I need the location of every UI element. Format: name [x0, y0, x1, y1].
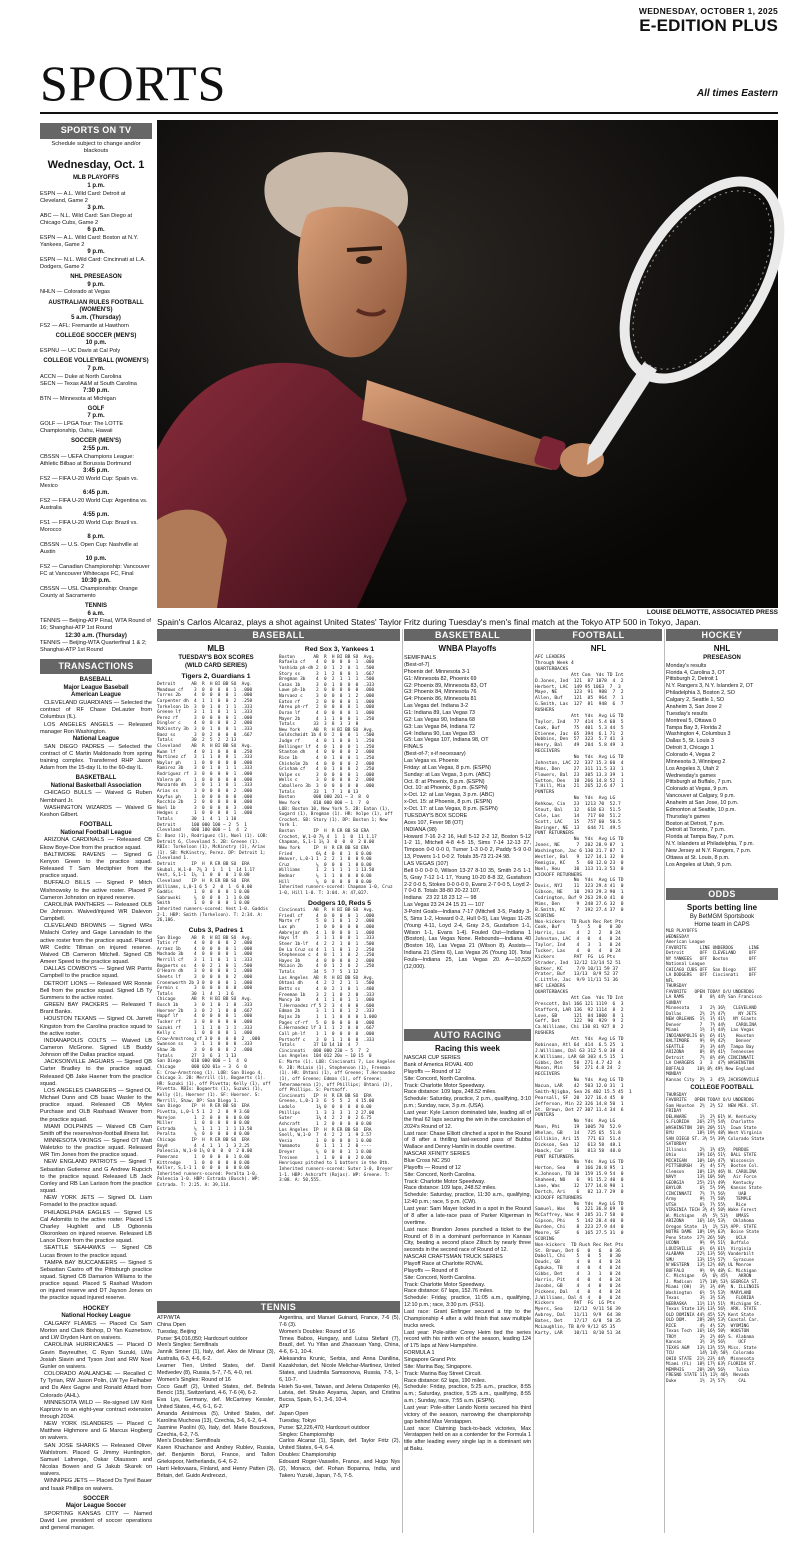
racing-heading: Racing this week	[435, 1044, 500, 1053]
sports-on-tv-header: SPORTS ON TV	[40, 123, 152, 139]
auto-racing-section-header: AUTO RACING	[404, 1029, 531, 1041]
wnba-content: SEMIFINALS (Best-of-7) Phoenix def. Minnesota 3-1 G1: Minnesota 82, Phoenix 69 G2: Phoenix 89, Minnesota 83, OT G3: Phoenix 84, Minnesota 76 G4: Phoenix 86, Minnesota 81 Las Vegas def. Indiana 3-2 G1: Indiana 89, Las Vegas 73 G2: Las Vegas 90, Indiana 68 G3: Las Vegas 84, Indiana 72 G4: Indiana 90, Las Vegas 83 G5: Las Vegas 107, Indiana 98, OT FINALS (Best-of-7; x-if necessary) Las Vegas vs. Phoenix Friday: at Las Vegas, 8 p.m. (ESPN) Sunday: at Las Vegas, 3 p.m. (ABC) Oct. 8: at Phoenix, 8 p.m. (ESPN) Oct. 10: at Phoenix, 8 p.m. (ESPN) x-Oct. 12: at Las Vegas, 3 p.m. (ABC) x-Oct. 15: at Phoenix, 8 p.m. (ESPN) x-Oct. 17: at Las Vegas, 8 p.m. (ESPN) TUESDAY'S BOX SCORE Aces 107, Fever 98 (OT) INDIANA (98) Howard 7-16 2-2 16, Hull 5-12 2-2 12, Boston 5-12 1-2 11, Mitchell 4-8 4-5 15, Sims 7-14 12-13 27, Timpson 0-0 0-0 0, Turner 1-3 0-0 2, Paddy 5-9 0-0 13, Powers 1-1 0-0 2. Totals 35-73 21-24 98. LAS VEGAS (107) Bell 0-0 0-0 0, Wilson 13-27 8-10 35, Smith 2-5 1-1 5, Gray 7-12 1-1 17, Young 10-20 8-8 32, Gustafson 2-2 0-0 5, Stokes 0-0 0-0 0, Evans 2-7 0-0 5, Loyd 2-7 0-0 8. Totals 38-80 20-22 107. Indiana 23 22 18 23 12 — 98 Las Vegas 23 24 24 15 21 — 107 3-Point Goals—Indiana 7-17 (Mitchell 3-5, Paddy 3-5, Sims 1-2, Howard 0-2, Hull 0-5), Las Vegas 11-26 (Young 4-11, Loyd 2-4, Gray 2-5, Gustafson 1-1, Wilson 1-1, Evans 1-4). Fouled Out—Indiana 1 (Boston), Las Vegas None. Rebounds—Indiana 40 (Boston 16), Las Vegas 21 (Wilson 8). Assists—Indiana 21 (Sims 6), Las Vegas 26 (Young 10). Total Fouls—Indiana 25, Las Vegas 20. A—10,529 (12,000).	[404, 655, 531, 970]
listing-entry: TENNIS — Beijing-WTA Quarterfinal 1 & 2; Shanghai-ATP 1st Round	[40, 640, 147, 654]
listing-time: 8 p.m.	[87, 533, 105, 540]
game-redsox-yankees: Red Sox 3, Yankees 1	[304, 646, 375, 653]
listing-entry: JACKSONVILLE JAGUARS — Signed QB Carter Bradley to the practice squad. Released QB Jake Haener from the practice squad.	[40, 1059, 152, 1087]
college-football-heading: COLLEGE FOOTBALL	[690, 1085, 754, 1092]
listing-heading: NHL PRESEASON	[70, 274, 122, 281]
masthead-rule	[40, 112, 778, 114]
listing-time: 10:30 p.m.	[81, 577, 111, 584]
listing-time: 9 p.m.	[87, 281, 105, 288]
listing-heading: BASEBALL	[79, 677, 113, 684]
section-masthead: SPORTS	[40, 55, 227, 111]
listing-entry: LOS ANGELES CHARGERS — Signed OL Michael Dunn and CB Isaac Wasler to the practice squad. Released CB Myles Purchase and OLB Rashaad Weaver from the practice squad.	[40, 1087, 152, 1123]
listing-time: 6 a.m.	[87, 610, 105, 617]
tennis-photo	[157, 120, 778, 608]
listing-entry: CLEVELAND GUARDIANS — Selected the contract of RF Chase DeLauter from Columbus (IL).	[40, 700, 152, 721]
listing-entry: NEW YORK ISLANDERS — Placed C Matthew Highmore and G Marcus Hogberg on waivers.	[40, 1421, 152, 1442]
listing-time: 10 p.m.	[85, 555, 107, 562]
listing-entry: NHLN — Colorado at Vegas	[40, 289, 110, 296]
listing-entry: BALTIMORE RAVENS — Signed G Kenyon Green to the practice squad. Released T Sam Mectiphier from the practice squad.	[40, 851, 152, 880]
transactions-list	[40, 677, 152, 1532]
dateline-block	[639, 6, 778, 36]
game-dodgers-reds: Dodgers 10, Reds 5	[307, 899, 372, 907]
listing-entry: ARIZONA CARDINALS — Released CB Ekow Boye-Doe from the practice squad.	[40, 837, 152, 851]
listing-entry: SAN DIEGO PADRES — Selected the contract of C Martin Maldonado from spring training complex. Transferred RHP Jason Adam from the 15-day IL to the 60-day IL.	[40, 743, 152, 771]
left-column	[40, 123, 152, 1533]
edition-name: E-EDITION PLUS	[639, 16, 778, 35]
listing-entry: SECN — Texas A&M at South Carolina	[40, 380, 137, 387]
odds-lines: MLB PLAYOFFS WEDNESDAY American League FAVORITE LINE UNDERDOG LINE Detroit OFF CLEVELAND OFF NY YANKEES OFF Boston OFF National League CHICAGO CUBS OFF San Diego OFF LA DODGERS OFF Cincinnati OFF NFL THURSDAY FAVORITE OPEN TODAY O/U UNDERDOG LA RAMS 8 8½ 44½ San Francisco SUNDAY Minnesota 3 2½ 36½ CLEVELAND Dallas 2½ 2½ 47½ NY JETS NEW ORLEANS 1½ 1½ 41½ NY Giants Denver 7 7½ 44½ CAROLINA Miami 1½ 1½ 44½ Las Vegas INDIANAPOLIS 6½ 6½ 41½ Houston BALTIMORE 9½ 9½ 42½ Denver SEATTLE 3½ 3½ 44½ Tampa Bay ARIZONA 8½ 8½ 41½ Tennessee Detroit 7½ 8½ 49½ CINCINNATI LA CHARGERS 3 3 47½ WASHINGTON BUFFALO 10½ 8½ 49½ New England MONDAY Kansas City 2½ 3 45½ JACKSONVILLE	[666, 929, 762, 1083]
column-divider	[533, 629, 534, 1533]
listing-time: 7 p.m.	[87, 365, 105, 372]
odds-home-note: Home team in CAPS	[694, 921, 750, 928]
tennis-results-2: Argentina, and Manuel Guinard, France, 7-6 (5), 7-6 (3). Women's Doubles: Round of 16 Timea Babos, Hungary, and Luisa Stefani (7), Brazil, def. Yu Yifan and Zhaoxuan Yang, China, 4-6, 6-1, 10-4. Aleksandra Krunic, Serbia, and Anna Danilina, Kazakhstan, def. Nicole Melichar-Martinez, United States, and Liudmila Samsonova, Russia, 7-5, 1-6, 10-7. Hsieh Su-wei, Taiwan, and Jelena Ostapenko (4), Latvia, def. Shuko Aoyama, Japan, and Cristina Bucsa, Spain, 6-1, 3-6, 10-4. ATP Japan Open Tuesday, Tokyo Purse: $2,226,470; Hardcourt outdoor Singles: Championship Carlos Alcaraz (1), Spain, def. Taylor Fritz (2), United States, 6-4, 6-4. Doubles: Championship Edouard Roger-Vasselin, France, and Hugo Nys (2), Monaco, def. Rohan Bopanna, India, and Takeru Yuzuki, Japan, 7-5, 7-5.	[279, 1315, 400, 1479]
league-subheading: National Hockey League	[61, 1313, 131, 1320]
listing-heading: TENNIS	[84, 602, 107, 609]
baseball-column-1	[157, 643, 275, 1299]
listing-entry: WASHINGTON WIZARDS — Waived G Keshon Gilbert.	[40, 804, 152, 818]
transactions-header: TRANSACTIONS	[40, 659, 152, 675]
basketball-column	[404, 643, 531, 1026]
box-score-tigers-guardians: Detroit AB R H BI BB SO Avg. Meadows cf 3 0 0 0 0 1 .000 Torres 2b 4 0 0 0 0 1 .000 Carpenter dh 4 1 1 0 0 2 .250 Torkelson 1b 3 0 1 0 1 1 .333 Greene lf 3 1 1 0 1 1 .333 Perez rf 3 0 0 0 0 1 .000 Dingler c 4 0 0 0 0 2 .000 McKinstry 3b 3 0 1 0 0 1 .333 Baez ss 3 0 2 0 0 0 .667 Totals 30 2 5 2 2 13 Cleveland AB R H BI BB SO Avg. Kwan lf 4 0 1 0 0 0 .250 Martinez cf 3 1 1 0 0 1 .333 Naylor ph 1 0 0 0 0 0 .000 Ramirez 3b 3 0 1 0 1 1 .333 Rodriguez rf 3 0 0 0 0 1 .000 Valera ph 1 0 0 0 0 0 .000 Manzardo dh 3 0 1 1 0 1 .333 Arias ss 3 0 0 0 0 2 .000 Kayfus ph 1 0 0 0 0 0 .000 Rocchio 2b 2 0 0 0 0 0 .000 Noel 1b 3 0 0 0 0 3 .000 Hedges c 1 0 0 0 0 1 .000 Totals 30 1 4 1 1 10 Detroit 100 000 100 — 2 5 1 Cleveland 000 100 000 — 1 4 2 E: Baez (1), Rodriguez (1), Noel (1). LOB: Detroit 6, Cleveland 5. 2B: Greene (1). RBIs: Torkelson (1), McKinstry (1), Arias (1). SB: McKinstry, Perez. DP: Detroit 1; Cleveland 1. Detroit IP H R ER BB SO ERA Skubal, W,1-0 7⅔ 3 1 1 1 14 1.17 Vest, S,1-1 1⅓ 1 0 0 0 1 0.00 Cleveland IP H R ER BB SO ERA Williams, L,0-1 6 5 2 0 1 6 0.00 Gaddis 1 0 0 0 0 1 0.00 Sabrowski ⅔ 0 0 0 1 1 0.00 Smith 1 0 0 0 0 1 0.00 Inherited runners-scored: Vest 1-0. Gaddis 2-1. HBP: Smith (Torkelson). T: 2:34. A: 26,186.	[157, 682, 269, 924]
listing-entry: LOS ANGELES ANGELS — Released manager Ron Washington.	[40, 721, 152, 735]
listing-time: 12:30 a.m. (Thursday)	[65, 632, 127, 639]
listing-heading: COLLEGE SOCCER (MEN'S)	[55, 332, 137, 339]
tennis-column-2	[279, 1315, 400, 1533]
wnba-heading: WNBA Playoffs	[438, 644, 497, 653]
listing-entry: CBSSN — U.S. Open Cup: Nashville at Austin	[40, 541, 138, 555]
baseball-column-2	[279, 643, 400, 1299]
odds-heading: Sports betting line	[686, 903, 758, 912]
listing-entry: GOLF — LPGA Tour: The LOTTE Championship, Oahu, Hawaii	[40, 421, 124, 435]
listing-time: 6:45 p.m.	[82, 489, 109, 496]
listing-entry: CAROLINA HURRICANES — Placed D Gavin Bayreuther, C Ryan Suzuki, LWs Josiah Slavin and Tyson Jost and RW Noel Gunler on waivers.	[40, 1342, 152, 1370]
listing-entry: TAMPA BAY BUCCANEERS — Signed S Sebastian Castro off the Pittsburgh practice squad. Signed CB Damarion Williams to the practice squad. Placed S Rashad Wisdom on injured reserve and DT Jayson Jones on the practice squad injured reserve.	[40, 1259, 152, 1302]
listing-time: 6 p.m.	[87, 227, 105, 234]
league-subheading: Major League Soccer	[65, 1503, 127, 1510]
listing-entry: ABC — N.L. Wild Card: San Diego at Chicago Cubs, Game 2	[40, 212, 133, 226]
listing-entry: TENNIS — Beijing-ATP Final, WTA Round of 16; Shanghai-ATP 1st Round	[40, 618, 151, 632]
listing-entry: ESPN — A.L. Wild Card: Boston at N.Y. Yankees, Game 2	[40, 234, 139, 248]
mlb-heading: MLB	[207, 644, 225, 653]
listing-time: 10 p.m.	[85, 340, 107, 347]
photo-caption: Spain's Carlos Alcaraz, plays a shot against United States' Taylor Fritz during Tuesday's men's final match at the Tokyo ATP 500 in Tokyo, Japan.	[157, 617, 701, 627]
auto-racing-column	[404, 1043, 531, 1533]
listing-entry: COLORADO AVALANCHE — Recalled C Ty Tyrian, RW Jason Polin, LW Tye Felhaber and Ds Alex Gagne and Ronald Attard from Colorado (AHL).	[40, 1371, 152, 1399]
listing-heading: FOOTBALL	[79, 822, 113, 829]
listing-heading: HOCKEY	[83, 1305, 109, 1312]
nhl-results: Monday's results Florida 4, Carolina 3, OT Pittsburgh 2, Detroit 1 N.Y. Rangers 3, N.Y. Islanders 2, OT Philadelphia 3, Boston 2, SO Calgary 2, Seattle 1, SO Anaheim 3, San Jose 2 Tuesday's results Montreal 5, Ottawa 0 Tampa Bay 3, Florida 2 Washington 4, Columbus 3 Dallas 5, St. Louis 3 Detroit 3, Chicago 1 Colorado 4, Vegas 2 Minnesota 3, Winnipeg 2 Los Angeles 3, Utah 2 Wednesday's games Pittsburgh at Buffalo, 7 p.m. Colorado at Vegas, 9 p.m. Vancouver at Calgary, 9 p.m. Anaheim at San Jose, 10 p.m. Edmonton at Seattle, 10 p.m. Thursday's games Boston at Detroit, 7 p.m. Detroit at Toronto, 7 p.m. Florida at Tampa Bay, 7 p.m. N.Y. Islanders at Philadelphia, 7 p.m. New Jersey at N.Y. Rangers, 7 p.m. Ottawa at St. Louis, 8 p.m. Los Angeles at Utah, 9 p.m.	[666, 662, 754, 868]
listing-heading: COLLEGE VOLLEYBALL (WOMEN'S)	[43, 358, 149, 365]
listing-time: 4:55 p.m.	[82, 511, 109, 518]
alcaraz-photo-illustration	[157, 120, 778, 608]
listing-entry: FS2 — Canadian Championship: Vancouver FC at Vancouver Whitecaps FC, Final	[40, 563, 150, 577]
league-subheading: National League	[72, 735, 120, 742]
box-scores-sub: TUESDAY'S BOX SCORES (WILD CARD SERIES)	[178, 655, 254, 669]
box-score-cubs-padres: San Diego AB R H BI BB SO Avg. Tatis rf 4 0 0 0 0 2 .000 Arraez 1b 4 0 0 0 0 1 .000 Machado 3b 4 0 0 0 0 1 .000 Merrill cf 3 1 1 0 1 1 .333 Bogaerts ss 4 0 2 1 0 1 .500 O'Hearn dh 3 0 0 0 0 1 .000 Sheets lf 3 0 0 0 0 2 .000 Cronenworth 2b 3 0 0 0 0 1 .000 Fermin c 3 0 0 0 0 0 .000 Totals 30 1 4 1 1 6 Chicago AB R H BI BB SO Avg. Busch 1b 3 0 1 0 1 0 .333 Hoerner 2b 3 0 2 1 0 0 .667 Happf lf 4 0 0 0 0 1 .000 Tucker rf 3 0 0 0 0 0 .000 Suzuki rf 1 1 1 0 1 1 .333 Kelly c 1 0 0 0 0 1 .000 Crow-Armstrong cf 3 0 0 0 0 2 .000 Swanson ss 3 1 1 0 0 0 .333 Shaw 3b 3 0 0 0 0 2 .000 Totals 27 3 6 3 1 13 San Diego 010 000 000 — 1 4 0 Chicago 000 020 01x — 3 6 0 E: Crow-Armstrong (1). LOB: San Diego 4, Chicago 3. 2B: Merrill (1), Bogaerts (1). HR: Suzuki (1), off Pivetta; Kelly (1), off Pivetta. RBIs: Bogaerts (1), Suzuki (1), Kelly (1), Hoerner (1). SF: Hoerner. S: Merrill, Shaw. DP: San Diego 1. San Diego IP H R ER BB SO ERA Pivetta, L,0-1 5 1 2 2 0 9 3.60 Morejon 1 2 0 0 0 0 0.00 Miller 1 0 0 0 0 0 0.00 Estrada ⅓ 1 1 1 1 1 13.50 Peralta ⅔ 0 0 0 0 0 0.00 Chicago IP H R ER BB SO ERA Boyd 4 4 1 1 1 3 2.25 Palencia, W,1-0 1⅓ 0 0 0 0 2 0.00 Pomeranz 1 0 0 0 0 1 0.00 Kittredge 1 0 0 0 0 0 0.00 Keller, S,1-1 1 0 0 0 0 0 0.00 Inherited runners-scored: Peralta 1-0, Palencia 1-0. HBP: Estrada (Busch). WP: Estrada. T: 2:25. A: 39,114.	[157, 935, 271, 1188]
odds-column	[666, 902, 778, 1533]
game-tigers-guardians: Tigers 2, Guardians 1	[181, 673, 251, 681]
baseball-section-header: BASEBALL	[157, 629, 400, 641]
listing-entry: GREEN BAY PACKERS — Released T Brant Banks.	[40, 1002, 152, 1016]
hockey-column	[666, 643, 778, 886]
tv-note: Schedule subject to change and/or blackouts	[51, 140, 141, 154]
listing-time: 7:30 p.m.	[82, 387, 109, 394]
tennis-results-1: ATP/WTA China Open Tuesday, Beijing Purse: $4,016,050; Hardcourt outdoor Men's Singles: Semifinals Jannik Sinner (1), Italy, def. Alex de Minaur (3), Australia, 6-3, 4-6, 6-2. Learner Tien, United States, def. Daniil Medvedev (8), Russia, 5-7, 7-5, 4-0, ret. Women's Singles: Round of 16 Coco Gauff (2), United States, def. Belinda Bencic (15), Switzerland, 4-6, 7-6 (4), 6-2. Eva Lys, Germany, def. McCartney Kessler, United States, 4-6, 6-1, 6-2. Amanda Anisimova (5), United States, def. Karolina Muchova (13), Czechia, 3-6, 6-2, 6-4. Jasmine Paolini (6), Italy, def. Marie Bouzkova, Czechia, 6-2, 7-5. Men's Doubles: Semifinals Karen Khachanov and Andrey Rublev, Russia, def. Benjamin Bonzi, France, and Tallon Griekspoor, Netherlands, 6-4, 6-2. Harri Heliovaara, Finland, and Henry Patten (3), Britain, def. Guido Andreozzi,	[157, 1315, 275, 1479]
listing-entry: NEW YORK JETS — Signed DL Liam Fornadel to the practice squad.	[40, 1195, 152, 1209]
listing-entry: ESPNU — UC Davis at Cal Poly	[40, 348, 121, 355]
league-subheading: Major League Baseball	[63, 684, 129, 691]
nhl-heading: NHL	[713, 644, 731, 653]
timezone-note: All times Eastern	[696, 88, 778, 99]
listing-entry: CHICAGO BULLS — Waived G Ruben Nembhard Jr.	[40, 790, 152, 804]
listing-time: 3 p.m.	[87, 205, 105, 212]
column-divider	[664, 629, 665, 1533]
tennis-section-header: TENNIS	[157, 1301, 400, 1313]
listing-entry: CLEVELAND BROWNS — Signed WRs Malachi Corley and Gage Larvadain to the active roster from the practice squad. Placed WR Cedric Tillman on injured reserve. Waived CB Cameron Mitchell. Signed CB Ameer Speed to the practice squad.	[40, 923, 152, 966]
listing-heading: GOLF	[87, 405, 105, 412]
listing-entry: SEATTLE SEAHAWKS — Signed CB Lucas Brown to the practice squad.	[40, 1245, 152, 1259]
league-subheading: American League	[70, 692, 122, 699]
nfl-leaders: AFC LEADERS Through Week 4 QUARTERBACKS Att Com Yds TD Int D.Jones, Ind 121 87 1078 4 2 Herbert, LAC 149 95 1063 7 3 Maye, NE 123 91 988 7 2 Allen, Buf 121 85 964 7 1 G.Smith, Las 127 81 948 6 7 RUSHERS Att Yds Avg LG TD Taylor, Ind 77 414 5.4 68 5 Cook, Buf 75 401 5.3 44 5 Etienne, Jac 65 394 6.1 71 2 Dobbins, Den 57 323 5.7 41 3 Henry, Bal 49 284 5.8 49 3 RECEIVERS No Yds Avg LG TD Johnston, LAC 22 337 15.3 60 4 Mims, Den 27 311 11.5 33 1 Flowers, Bal 23 305 13.3 39 1 Sutton, Den 18 266 14.8 52 1 T.Hill, Mia 21 265 12.6 47 1 PUNTERS No Yds Avg LG Rehkow, Cin 23 1213 70 52.7 Stout, Bal 12 618 63 51.5 Cole, Las 14 717 60 51.2 Scott, LAC 15 757 60 50.5 Baringer, NE 13 644 71 49.5 PUNT RETURNERS No Yds Avg LG TD Jones, NE 7 202 28.9 87 1 Washington, Jac 6 130 21.7 87 1 Westler, Bal 9 127 14.1 32 0 Remigio, KC 5 60 12.0 23 0 Noel, Hou 10 113 11.3 53 0 KICKOFF RETURNERS No Yds Avg LG TD Davis, NYJ 11 323 29.4 41 0 Gibson, NE 10 293 29.3 90 1 Codrington, Buf 9 263 29.0 41 0 Mims, Den 9 248 27.6 32 0 B.Smith, KC 7 192 27.4 37 0 SCORING Non-kickers TD Rush Rec Ret Pts Cook, Buf 5 5 0 0 30 Harris, Las 4 2 2 0 24 Johnston, LAC 4 0 4 0 24 Taylor, Ind 4 3 1 0 24 Tucker, Las 4 0 4 0 24 Kickers PAT FG LG Pts Strader, Ind 12/12 13/14 52 51 Butker, KC 7/9 10/11 59 37 Prater, Buf 13/13 8/9 52 37 C.Little, Jac 9/9 11/11 51 36 NFC LEADERS QUARTERBACKS Att Com Yds TD Int Prescott, Dal 166 121 1119 6 3 Stafford, LAR 136 92 1114 8 2 Love, GB 121 84 1000 8 1 Goff, Det 122 90 929 9 2 Ca.Williams, Chi 130 81 927 8 2 RUSHERS Att Yds Avg LG TD Robinson, Atl 64 414 6.5 25 1 J.Williams, Dal 63 312 5.0 38 4 K.Williams, LAR 68 303 4.5 15 1 Gibbs, Det 58 271 4.7 42 4 Mason, Min 56 271 4.8 24 2 RECEIVERS No Yds Avg LG TD Nacua, LAR 42 503 12.0 31 1 Smith-Njigba, Sea 26 402 15.5 45 1 Pearsall, SF 20 327 16.4 45 0 Jefferson, Min 22 326 14.8 50 1 St. Brown, Det 27 307 11.4 34 6 PUNTERS No Yds Avg LG Mann, Phi 19 1005 70 52.9 Whelan, GB 14 725 65 51.8 Gillikin, Ari 15 771 63 51.4 Dickson, Sea 12 613 58 48.1 Haack, Car 16 813 58 48.0 PUNT RETURNERS No Yds Avg LG TD Horton, Sea 8 166 20.8 95 1 K.Johnson, TB 10 159 15.9 54 0 Shaheed, NO 6 91 15.2 40 0 Lane, Was 12 177 14.8 90 1 Dortch, Ari 6 82 13.7 29 0 KICKOFF RETURNERS No Yds Avg LG TD Samuel, Was 6 221 36.8 69 0 McCaffrey, Was 9 285 31.7 58 0 Gipson, Phi 5 142 28.4 40 0 Burden, Chi 8 223 27.9 44 0 Moore, SF 6 165 27.5 31 0 SCORING Non-kickers TD Rush Rec Ret Pts St. Brown, Det 6 0 6 0 36 Daboll, Chi 5 0 5 0 30 Douds, GB 4 0 4 0 24 Egbuka, TB 4 0 4 0 24 Gibbs, Det 4 3 1 0 24 Harris, Pit 4 0 4 0 24 Jacobs, GB 4 4 0 0 24 Pickens, Dal 4 0 4 0 24 J.Williams, Dal 4 4 0 0 24 Kickers PAT FG LG Pts Myers, Sea 12/12 9/11 56 39 Aubrey, Dal 11/11 9/9 64 38 Bates, Det 17/17 6/8 58 35 McLaughlin, TB 8/9 9/12 65 35 Karty, LAR 10/11 8/10 51 34	[535, 655, 632, 1336]
box-score-dodgers-reds: Cincinnati AB R H BI BB SO Avg. Friedl cf 4 0 0 0 0 1 .000 Marte rf 5 0 1 0 1 2 .000 Lux ph 1 0 0 0 0 0 .000 Ambrejar dh 4 1 0 0 0 1 .000 Hays lf 3 1 1 0 0 1 .333 Steer 1b-lf 4 2 2 1 0 1 .500 De La Cruz ss 4 1 1 0 1 2 .250 Stephenson c 4 0 1 1 0 2 .250 Hayes 3b 4 0 0 0 0 2 .000 McLain 2b 4 0 1 2 0 2 .250 Totals 34 5 7 5 1 12 Los Angeles AB R H BI BB SO Avg. Ohtani dh 4 2 2 2 1 1 .500 Betts ss 4 0 2 1 0 1 .400 Freeman 1b 3 2 1 0 2 0 .333 Muncy 3b 4 1 1 0 1 1 .000 T.Hernandez rf 5 2 3 4 0 0 .600 Edman 2b 3 1 1 0 1 2 .333 Rojas 2b 1 1 1 0 0 0 1.000 Pages cf-rf 5 0 0 0 0 0 .000 E.Hernandez lf 3 1 1 2 0 0 .667 Call ph-lf 1 1 0 0 0 0 .000 Portnoff c 3 0 1 1 0 0 .333 Totals 37 10 14 10 4 7 Cincinnati 000 000 230 — 5 7 2 Los Angeles 104 012 20x — 10 15 0 E: Marte (1). LOB: Cincinnati 7, Los Angeles 9. 2B: McLain (1), Stephenson (1), Freeman (1). HR: Ohtani (1), off Greene; T.Hernandez (1), off Greene; Edman (1), off Greene; Teheramorena (2), off Phillips; Ohtani (2), off Phillips. S: Portnoff. Cincinnati IP H R ER BB SO ERA Greene, L,0-1 3 6 5 5 2 4 15.00 Lodolo 1⅓ 0 0 0 0 0 0.00 Phillips 1 3 3 3 1 2 27.00 Suter 1⅓ 4 2 2 0 2 6.75 Ashcraft 1 2 0 0 0 0 0.00 Los Angeles IP H R ER BB SO ERA Snell, W,1-0 7 4 2 2 1 9 2.57 Vesia 1 0 0 0 0 1 0.00 Yamamoto 0 1 1 1 2 0 ---- Dreyer ⅔ 0 0 0 1 1 0.00 Treinen 1 1 0 0 0 2 0.00 Henriquez pitched to 1 batters in the 8th. Inherited runners-scored: Suter 1-0, Dreyer 1-1. HBP: Ashcraft (Rojas). WP: Greene. T: 3:08. A: 50,555.	[279, 908, 396, 1184]
column-divider	[402, 629, 403, 1533]
listing-entry: DALLAS COWBOYS — Signed WR Parris Campbell to the practice squad.	[40, 966, 152, 980]
tv-listings	[40, 175, 152, 654]
listing-entry: ESPN — A.L. Wild Card: Detroit at Cleveland, Game 2	[40, 190, 126, 204]
listing-entry: DETROIT LIONS — Released WR Ronnie Bell from the practice squad. Signed LB Ty Summers to the active roster.	[40, 980, 152, 1001]
listing-entry: FS2 — FIFA U-20 World Cup: Spain vs. Mexico	[40, 475, 139, 489]
racing-content: NASCAR CUP SERIES Bank of America ROVAL 400 Playoffs — Round of 12 Site: Concord, North Carolina. Track: Charlotte Motor Speedway. Race distance: 109 laps, 248.52 miles. Schedule: Saturday, practice, 2 p.m., qualifying, 3:10 p.m.; Sunday, race, 3 p.m. (USA). Last year: Kyle Larson dominated late, leading all of the final 62 laps securing the win in the conclusion of 2024's Round of 12. Last race: Chase Elliott clinched a spot in the Round of 8 after a thrilling last-second pass of Bubba Wallace and Denny Hamlin in double overtime. NASCAR XFINITY SERIES Blue Cross NC 250 Playoffs — Round of 12 Site: Concord, North Carolina. Track: Charlotte Motor Speedway. Race distance: 109 laps, 248.52 miles. Schedule: Saturday, practice, 11:30 a.m., qualifying, 12:40 p.m.; race, 5 p.m. (CW). Last year: Sam Mayer locked in a spot in the Round of 8 after a late-race pass of Parker Kligerman in overtime. Last race: Brandon Jones punched a ticket to the Round of 8 in a dominant performance in Kansas City, beating a second place Zilisch by nearly three seconds in the second race of Round of 12. NASCAR CRAFTSMAN TRUCK SERIES Playoff Race at Charlotte ROVAL Playoffs — Round of 8 Site: Concord, North Carolina. Track: Charlotte Motor Speedway. Race distance: 67 laps, 152.76 miles. Schedule: Friday, practice, 11:05 a.m., qualifying, 12:10 p.m.; race, 3:30 p.m. (FS1). Last race: Grant Enfinger secured a trip to the Championship 4 after a wild finish that saw multiple trucks wreck. Last year: Pole-sitter Corey Heim tied the series record with his ninth win of the season, leading 124 of 175 laps at New Hampshire. FORMULA 1 Singapore Grand Prix Site: Marina Bay, Singapore. Track: Marina Bay Street Circuit. Race distance: 62 laps, 190 miles. Schedule: Friday, practice, 5:25 a.m., practice, 8:55 a.m.; Saturday, practice, 5:25 a.m., qualifying, 8:55 a.m.; Sunday, race, 7:55 a.m. (ESPN). Last year: Pole-sitter Lando Norris secured his third victory of the season, narrowing the championship gap behind Max Verstappen. Last race: Claiming back-to-back victories, Max Verstappen held on as a contender for the Formula 1 title after leading every single lap in a dominant win at Baku.	[404, 1055, 531, 1453]
game-cubs-padres: Cubs 3, Padres 1	[188, 926, 244, 934]
odds-sub: By BetMGM Sportsbook	[689, 914, 755, 921]
listing-entry: MIAMI DOLPHINS — Waived CB Cam Smith off the reserve/non-football illness list.	[40, 1123, 152, 1137]
basketball-section-header: BASKETBALL	[404, 629, 531, 641]
league-subheading: National Basketball Association	[50, 782, 142, 789]
listing-entry: NEW ENGLAND PATRIOTS — Signed T Sebastian Gutierrez and G Andrew Rupcich to the practice squad. Released LB Jack Conley and RB Lan Larison from the practice squad.	[40, 1159, 152, 1195]
football-column	[535, 643, 662, 1533]
tv-day: Wednesday, Oct. 1	[47, 159, 145, 172]
nfl-heading: NFL	[590, 644, 607, 653]
box-score-redsox-yankees: Boston AB R H BI BB SO Avg. Rafaela cf 4 0 0 0 0 1 .000 Yoshida ph-dh 2 0 1 2 0 1 .500 Story ss 3 1 2 0 0 1 .667 Bregman 3b 4 0 2 1 1 1 .500 Casas 1b 3 0 1 0 0 0 .333 Lowe ph-1b 2 0 0 0 0 0 .000 Narvaez c 3 0 0 0 1 2 .000 Eaton rf 2 0 0 0 0 1 .000 Abreu ph-rf 2 0 0 0 0 1 .000 Duran lf 4 0 0 0 0 1 .000 Mayer 2b 4 1 1 0 0 1 .250 Totals 33 3 8 3 3 8 New York AB R H BI BB SO Avg. Goldschmidt 1b 4 0 2 0 0 1 .500 Judge rf 4 0 1 0 0 1 .250 Bellinger lf 4 0 1 0 0 1 .250 Stanton dh 4 0 0 0 0 2 .000 Rice 1b 4 0 1 0 0 1 .250 Chisholm 2b 4 0 0 0 0 2 .000 Grisham cf 4 0 1 0 0 2 .250 Volpe ss 3 0 0 0 0 1 .000 Wells c 3 0 0 0 0 2 .000 Caballero 3b 3 0 0 0 0 0 .000 Totals 33 1 7 1 0 13 Boston 000 000 201 — 3 8 0 New York 010 000 000 — 1 7 0 LOB: Boston 10, New York 5. 2B: Eaton (1), Sugard (1), Bregman (1). HR: Volpe (1), off Crochet. SB: Story (1). DP: Boston 1; New York 1. Boston IP H R ER BB SO ERA Crochet, W,1-0 7⅔ 4 1 1 0 11 1.17 Chapman, S,1-1 1⅓ 3 0 0 0 2 0.00 New York IP H R ER BB SO ERA Fried 6⅓ 4 0 0 1 6 0.00 Weaver, L,0-1 1 2 2 1 0 0 9.00 Cruz ⅓ 0 0 0 1 0 0.00 Williams 1 2 1 1 1 1 13.50 Bednar ⅓ 1 1 0 0 0 0.00 Hill ⅓ 0 0 0 0 0 0.00 Inherited runners-scored: Chapman 1-0, Cruz 1-0, Hill 1-0. T: 3:04. A: 47,027.	[279, 654, 393, 896]
league-subheading: National Football League	[60, 829, 132, 836]
listing-heading: MLB PLAYOFFS	[72, 175, 120, 182]
listing-entry: CBSSN — UEFA Champions League: Athletic Bilbao at Borussia Dortmund	[40, 453, 134, 467]
listing-entry: SPORTING KANSAS CITY — Named David Lee president of soccer operations and general manager.	[40, 1511, 152, 1532]
listing-entry: HOUSTON TEXANS — Signed OL Jarrett Kingston from the Carolina practice squad to the active roster.	[40, 1016, 152, 1037]
listing-entry: PHILADELPHIA EAGLES — Signed LS Cal Adomitis to the active roster. Placed LS Charley Hughlett and LB Ogbonnia Okoronkwo on injured reserve. Released LB Lance Dixon from the practice squad.	[40, 1209, 152, 1245]
listing-time: 1 p.m.	[87, 183, 105, 190]
football-section-header: FOOTBALL	[535, 629, 662, 641]
listing-time: 7 p.m.	[87, 413, 105, 420]
listing-entry: INDIANAPOLIS COLTS — Waived LB Cameron McGrone. Signed LB Buddy Johnson off the Dallas practice squad.	[40, 1037, 152, 1059]
listing-heading: SOCCER	[83, 1495, 109, 1502]
listing-entry: MINNESOTA WILD — Re-signed LW Kirill Kaprizov to an eight-year contract extension through 2034.	[40, 1399, 152, 1420]
listing-entry: ACCN — Duke at North Carolina	[40, 373, 122, 380]
college-football-lines: THURSDAY FAVORITE OPEN TODAY O/U UNDERDOG Sam Houston 2½ 2½ 52 NEW MEX. ST. FRIDAY DELAWARE 1½ 2½ 61½ W. Kentucky S.FLORIDA 26½ 27½ 54½ Charlotte WASHINGTON 20½ 20½ 51½ Iowa State BYU 18½ 19½ 48½ West Virginia SAN DIEGO ST. 3½ 5½ 39½ Colorado State SATURDAY Illinois 2½ 3½ 45½ PURDUE Ohio 19½ 16½ 51½ BALL STATE MICHIGAN 10½ 10½ 47½ Wisconsin PITTSBURGH 3½ 4½ 57½ Boston Col. Clemson 10½ 13½ 46½ N. CAROLINA NAVY 13½ 10½ 50½ Air Force GEORGIA 25½ 21½ 49½ Kentucky BAYLOR 6½ 5½ 59½ Kansas State CINCINNATI 7½ 7½ 56½ UAB Army 9½ 7½ 58½ TEMPLE UTSA 6½ 7½ 55½ Rice VIRGINIA TECH 3½ 4½ 50½ Wake Forest W. Michigan 4½ 5½ 51½ UMASS ARIZONA 16½ 16½ 53½ Oklahoma Oregon State 1½ 1½ 51½ APP. STATE NOTRE DAME 18½ 19½ 63½ Boise State Penn State 27½ 26½ 50½ UCLA UCONN 9½ 9½ 51½ Buffalo LOUISVILLE 6½ 6½ 61½ Virginia ALABAMA 22½ 13½ 56½ Vanderbilt SMU 13½ 15½ 57½ Syracuse N'WESTERN 13½ 12½ 40½ UL Monroe BUFFALO 9½ 9½ 48½ E. Michigan C. Michigan 6½ 6½ 45½ AKRON J. Madison 17½ 18½ 53½ GEORGIA ST. Miami (OH) 3½ 3½ 49½ N. ILLINOIS Washington 6½ 5½ 53½ MARYLAND Texas 3½ 3½ 53½ FLORIDA NEBRASKA 11½ 11½ 51½ Michigan St. Texas State 13½ 13½ 56½ ARK. STATE OLD DOMINIA 44½ 45½ 52½ Kent State OLD DOM. 28½ 28½ 53½ Coastal Car. RICE 4½ 4½ 52½ WYOMING Texas Tech 16½ 16½ 50½ HOUSTON TROY 3½ 2½ 46½ S. Alabama Kansas 3½ 3½ 56½ UCF TEXAS A&M 13½ 13½ 55½ Miss. State TCU 14½ 14½ 58½ Colorado OHIO STATE 21½ 23½ 44½ Minnesota Miami (FL) 18½ 17½ 63½ FLORIDA ST. MEMPHIS 20½ 20½ 56½ Tulsa FRESNO STATE 11½ 11½ 46½ Nevada Duke 1½ 2½ 57½ CAL	[666, 1092, 765, 1384]
listing-entry: BTN — Minnesota at Michigan	[40, 395, 116, 402]
listing-heading: BASKETBALL	[75, 775, 117, 782]
listing-entry: CAROLINA PANTHERS — Released OLB De Johnson. Waived/injured WR Dalevon Campbell.	[40, 901, 152, 923]
nhl-preseason: PRESEASON	[703, 655, 741, 662]
hockey-section-header: HOCKEY	[666, 629, 778, 641]
listing-entry: CBSSN — USL Championship: Orange County at Sacramento	[40, 585, 138, 599]
listing-entry: BUFFALO BILLS — Signed P Mitch Wishnowsky to the active roster. Placed P Cameron Johnston on injured reserve.	[40, 880, 152, 901]
listing-time: 9 p.m.	[87, 249, 105, 256]
listing-entry: WINNIPEG JETS — Placed Ds Tyrel Bauer and Isaak Phillips on waivers.	[40, 1478, 152, 1492]
photo-credit: LOUISE DELMOTTE, ASSOCIATED PRESS	[646, 609, 778, 616]
listing-time: 3:45 p.m.	[82, 467, 109, 474]
listing-entry: SAN JOSE SHARKS — Released Oliver Wahlstrom. Placed G Jimmy Huntington, Samuel Lafrenge, Oskar Olausson and Nicolas Bowen and G Jakub Skarek on waivers.	[40, 1442, 152, 1478]
listing-entry: FS2 — FIFA U-20 World Cup: Argentina vs. Australia	[40, 497, 148, 511]
odds-section-header: ODDS	[666, 888, 778, 900]
tennis-column-1	[157, 1315, 275, 1533]
listing-entry: CALGARY FLAMES — Placed Cs Sam Morton and Clark Bishop, D Yan Kuznetsov, and LW Dryden Hunt on waivers.	[40, 1320, 152, 1342]
listing-time: 2:55 p.m.	[82, 446, 109, 452]
listing-time: 5 a.m. (Thursday)	[71, 314, 121, 321]
listing-entry: ESPN — N.L. Wild Card: Cincinnati at L.A. Dodgers, Game 2	[40, 256, 146, 270]
listing-entry: FS2 — AFL: Fremantle at Hawthorn	[40, 322, 129, 329]
listing-entry: FS1 — FIFA U-20 World Cup: Brazil vs. Morocco	[40, 519, 138, 533]
listing-entry: MINNESOTA VIKINGS — Signed OT Matt Waletzko to the practice squad. Released WR Tim Jones from the practice squad.	[40, 1138, 152, 1159]
edition-date: WEDNESDAY, OCTOBER 1, 2025	[638, 6, 778, 16]
listing-heading: SOCCER (MEN'S)	[70, 438, 122, 445]
listing-heading: AUSTRALIAN RULES FOOTBALL (WOMEN'S)	[48, 299, 144, 314]
